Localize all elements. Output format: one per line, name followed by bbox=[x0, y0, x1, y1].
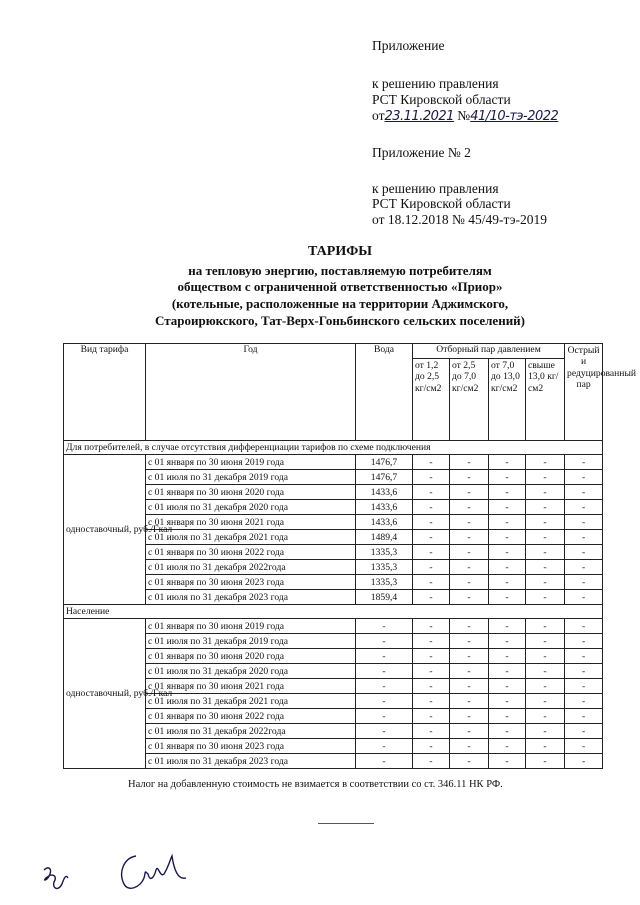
steam-p1-cell: - bbox=[413, 739, 450, 754]
period-cell: с 01 января по 30 июня 2020 года bbox=[146, 649, 356, 664]
steam-p1-cell: - bbox=[413, 724, 450, 739]
from-label: от bbox=[372, 108, 385, 123]
handwritten-date: 23.11.2021 bbox=[384, 109, 454, 124]
steam-p2-cell: - bbox=[450, 515, 489, 530]
water-cell: 1433,6 bbox=[356, 485, 413, 500]
steam-p3-cell: - bbox=[489, 530, 526, 545]
number-label: № bbox=[457, 108, 471, 123]
header-p1: от 1,2 до 2,5 кг/см2 bbox=[413, 359, 450, 441]
steam-p4-cell: - bbox=[526, 649, 565, 664]
water-cell: 1335,3 bbox=[356, 560, 413, 575]
sharp-steam-cell: - bbox=[565, 679, 603, 694]
sharp-steam-cell: - bbox=[565, 619, 603, 634]
table-row bbox=[64, 455, 603, 470]
sharp-steam-cell: - bbox=[565, 485, 603, 500]
steam-p3-cell: - bbox=[489, 470, 526, 485]
steam-p2-cell: - bbox=[450, 470, 489, 485]
period-cell: с 01 июля по 31 декабря 2021 года bbox=[146, 530, 356, 545]
steam-p2-cell: - bbox=[450, 649, 489, 664]
water-cell: - bbox=[356, 694, 413, 709]
tariff-table bbox=[63, 343, 637, 769]
steam-p1-cell: - bbox=[413, 649, 450, 664]
decision-label-2: к решению правления bbox=[372, 181, 499, 196]
water-cell: 1335,3 bbox=[356, 545, 413, 560]
steam-p4-cell: - bbox=[526, 679, 565, 694]
initials-mark bbox=[44, 868, 68, 889]
period-cell: с 01 июля по 31 декабря 2019 года bbox=[146, 470, 356, 485]
steam-p3-cell: - bbox=[489, 485, 526, 500]
period-cell: с 01 января по 30 июня 2019 года bbox=[146, 619, 356, 634]
sharp-steam-cell: - bbox=[565, 470, 603, 485]
header-god: Год bbox=[146, 344, 356, 441]
period-cell: с 01 января по 30 июня 2020 года bbox=[146, 485, 356, 500]
steam-p1-cell: - bbox=[413, 485, 450, 500]
sharp-steam-cell: - bbox=[565, 545, 603, 560]
group-caption: Для потребителей, в случае отсутствия дифференциации тарифов по схеме подключения bbox=[64, 441, 603, 455]
water-cell: - bbox=[356, 649, 413, 664]
period-cell: с 01 января по 30 июня 2023 года bbox=[146, 575, 356, 590]
steam-p4-cell: - bbox=[526, 664, 565, 679]
steam-p1-cell: - bbox=[413, 694, 450, 709]
handwritten-signature bbox=[40, 848, 200, 898]
steam-p4-cell: - bbox=[526, 530, 565, 545]
sharp-steam-cell: - bbox=[565, 754, 603, 769]
water-cell: - bbox=[356, 679, 413, 694]
decision-label: к решению правления bbox=[372, 76, 499, 91]
sharp-steam-cell: - bbox=[565, 709, 603, 724]
steam-p2-cell: - bbox=[450, 545, 489, 560]
title-line-3: (котельные, расположенные на территории Аджимского, bbox=[171, 296, 509, 311]
doc-title: ТАРИФЫ bbox=[308, 244, 372, 259]
water-cell: - bbox=[356, 739, 413, 754]
steam-p2-cell: - bbox=[450, 739, 489, 754]
steam-p3-cell: - bbox=[489, 679, 526, 694]
water-cell: - bbox=[356, 724, 413, 739]
period-cell: с 01 января по 30 июня 2019 года bbox=[146, 455, 356, 470]
decision-date-line bbox=[372, 108, 558, 125]
sharp-steam-cell: - bbox=[565, 724, 603, 739]
water-cell: - bbox=[356, 634, 413, 649]
header-ostr: Острый и редуцированный пар bbox=[565, 344, 603, 441]
steam-p2-cell: - bbox=[450, 679, 489, 694]
period-cell: с 01 января по 30 июня 2023 года bbox=[146, 739, 356, 754]
steam-p1-cell: - bbox=[413, 634, 450, 649]
water-cell: - bbox=[356, 619, 413, 634]
steam-p4-cell: - bbox=[526, 575, 565, 590]
steam-p3-cell: - bbox=[489, 739, 526, 754]
water-cell: 1335,3 bbox=[356, 575, 413, 590]
steam-p3-cell: - bbox=[489, 694, 526, 709]
steam-p2-cell: - bbox=[450, 590, 489, 605]
steam-p1-cell: - bbox=[413, 470, 450, 485]
steam-p4-cell: - bbox=[526, 500, 565, 515]
steam-p3-cell: - bbox=[489, 500, 526, 515]
steam-p1-cell: - bbox=[413, 709, 450, 724]
steam-p1-cell: - bbox=[413, 754, 450, 769]
tariff-type-cell: одноставочный, руб./Гкал bbox=[64, 455, 146, 605]
steam-p2-cell: - bbox=[450, 560, 489, 575]
header-p2: от 2,5 до 7,0 кг/см2 bbox=[450, 359, 489, 441]
sharp-steam-cell: - bbox=[565, 560, 603, 575]
period-cell: с 01 июля по 31 декабря 2019 года bbox=[146, 634, 356, 649]
steam-p3-cell: - bbox=[489, 664, 526, 679]
org-label-2: РСТ Кировской области bbox=[372, 196, 511, 211]
steam-p4-cell: - bbox=[526, 739, 565, 754]
period-cell: с 01 июля по 31 декабря 2020 года bbox=[146, 500, 356, 515]
period-cell: с 01 июля по 31 декабря 2023 года bbox=[146, 754, 356, 769]
header-p3: от 7,0 до 13,0 кг/см2 bbox=[489, 359, 526, 441]
steam-p4-cell: - bbox=[526, 724, 565, 739]
water-cell: - bbox=[356, 664, 413, 679]
period-cell: с 01 июля по 31 декабря 2022года bbox=[146, 560, 356, 575]
period-cell: с 01 января по 30 июня 2022 года bbox=[146, 545, 356, 560]
steam-p4-cell: - bbox=[526, 455, 565, 470]
signature-mark bbox=[122, 856, 186, 888]
water-cell: - bbox=[356, 754, 413, 769]
sharp-steam-cell: - bbox=[565, 455, 603, 470]
steam-p2-cell: - bbox=[450, 500, 489, 515]
steam-p3-cell: - bbox=[489, 754, 526, 769]
period-cell: с 01 июля по 31 декабря 2022года bbox=[146, 724, 356, 739]
header-vid: Вид тарифа bbox=[64, 344, 146, 441]
steam-p4-cell: - bbox=[526, 634, 565, 649]
sharp-steam-cell: - bbox=[565, 634, 603, 649]
steam-p2-cell: - bbox=[450, 575, 489, 590]
steam-p3-cell: - bbox=[489, 649, 526, 664]
header-p4: свыше 13,0 кг/см2 bbox=[526, 359, 565, 441]
steam-p2-cell: - bbox=[450, 530, 489, 545]
steam-p2-cell: - bbox=[450, 754, 489, 769]
steam-p4-cell: - bbox=[526, 590, 565, 605]
period-cell: с 01 июля по 31 декабря 2023 года bbox=[146, 590, 356, 605]
steam-p3-cell: - bbox=[489, 515, 526, 530]
steam-p4-cell: - bbox=[526, 560, 565, 575]
steam-p3-cell: - bbox=[489, 560, 526, 575]
steam-p2-cell: - bbox=[450, 724, 489, 739]
steam-p1-cell: - bbox=[413, 455, 450, 470]
steam-p1-cell: - bbox=[413, 560, 450, 575]
steam-p3-cell: - bbox=[489, 455, 526, 470]
steam-p4-cell: - bbox=[526, 694, 565, 709]
steam-p3-cell: - bbox=[489, 590, 526, 605]
handwritten-number: 41/10-тэ-2022 bbox=[470, 109, 559, 124]
steam-p2-cell: - bbox=[450, 485, 489, 500]
steam-p2-cell: - bbox=[450, 455, 489, 470]
water-cell: 1476,7 bbox=[356, 470, 413, 485]
title-line-1: на тепловую энергию, поставляемую потребителям bbox=[188, 263, 492, 278]
steam-p3-cell: - bbox=[489, 634, 526, 649]
steam-p1-cell: - bbox=[413, 575, 450, 590]
steam-p4-cell: - bbox=[526, 470, 565, 485]
period-cell: с 01 января по 30 июня 2021 года bbox=[146, 515, 356, 530]
header-steam: Отборный пар давлением bbox=[413, 344, 565, 359]
steam-p3-cell: - bbox=[489, 545, 526, 560]
water-cell: 1476,7 bbox=[356, 455, 413, 470]
title-line-2: обществом с ограниченной ответственностью «Приор» bbox=[177, 279, 503, 294]
tariff-type-cell: одноставочный, руб./Гкал bbox=[64, 619, 146, 769]
steam-p3-cell: - bbox=[489, 619, 526, 634]
steam-p2-cell: - bbox=[450, 694, 489, 709]
sharp-steam-cell: - bbox=[565, 590, 603, 605]
sharp-steam-cell: - bbox=[565, 515, 603, 530]
steam-p4-cell: - bbox=[526, 515, 565, 530]
period-cell: с 01 июля по 31 декабря 2020 года bbox=[146, 664, 356, 679]
steam-p4-cell: - bbox=[526, 754, 565, 769]
divider bbox=[318, 823, 374, 824]
steam-p3-cell: - bbox=[489, 575, 526, 590]
title-line-4: Староирюкского, Тат-Верх-Гоньбинского сельских поселений) bbox=[154, 313, 526, 328]
steam-p1-cell: - bbox=[413, 530, 450, 545]
water-cell: 1433,6 bbox=[356, 515, 413, 530]
sharp-steam-cell: - bbox=[565, 664, 603, 679]
steam-p4-cell: - bbox=[526, 619, 565, 634]
water-cell: - bbox=[356, 709, 413, 724]
sharp-steam-cell: - bbox=[565, 739, 603, 754]
steam-p3-cell: - bbox=[489, 724, 526, 739]
steam-p1-cell: - bbox=[413, 590, 450, 605]
steam-p1-cell: - bbox=[413, 619, 450, 634]
steam-p4-cell: - bbox=[526, 485, 565, 500]
sharp-steam-cell: - bbox=[565, 694, 603, 709]
period-cell: с 01 января по 30 июня 2022 года bbox=[146, 709, 356, 724]
water-cell: 1433,6 bbox=[356, 500, 413, 515]
org-label: РСТ Кировской области bbox=[372, 92, 511, 107]
period-cell: с 01 июля по 31 декабря 2021 года bbox=[146, 694, 356, 709]
appendix-label: Приложение bbox=[372, 38, 445, 53]
sharp-steam-cell: - bbox=[565, 500, 603, 515]
steam-p1-cell: - bbox=[413, 679, 450, 694]
sharp-steam-cell: - bbox=[565, 575, 603, 590]
table-row bbox=[64, 619, 603, 634]
header-voda: Вода bbox=[356, 344, 413, 441]
period-cell: с 01 января по 30 июня 2021 года bbox=[146, 679, 356, 694]
appendix-2-label: Приложение № 2 bbox=[372, 145, 471, 160]
steam-p2-cell: - bbox=[450, 709, 489, 724]
steam-p1-cell: - bbox=[413, 515, 450, 530]
steam-p4-cell: - bbox=[526, 545, 565, 560]
steam-p2-cell: - bbox=[450, 664, 489, 679]
steam-p4-cell: - bbox=[526, 709, 565, 724]
steam-p2-cell: - bbox=[450, 619, 489, 634]
steam-p1-cell: - bbox=[413, 500, 450, 515]
steam-p2-cell: - bbox=[450, 634, 489, 649]
water-cell: 1489,4 bbox=[356, 530, 413, 545]
water-cell: 1859,4 bbox=[356, 590, 413, 605]
steam-p1-cell: - bbox=[413, 664, 450, 679]
vat-note: Налог на добавленную стоимость не взимается в соответствии со ст. 346.11 НК РФ. bbox=[128, 779, 503, 790]
sharp-steam-cell: - bbox=[565, 530, 603, 545]
group-caption: Население bbox=[64, 605, 603, 619]
steam-p3-cell: - bbox=[489, 709, 526, 724]
steam-p1-cell: - bbox=[413, 545, 450, 560]
sharp-steam-cell: - bbox=[565, 649, 603, 664]
decision-date-line-2: от 18.12.2018 № 45/49-тэ-2019 bbox=[372, 212, 547, 227]
